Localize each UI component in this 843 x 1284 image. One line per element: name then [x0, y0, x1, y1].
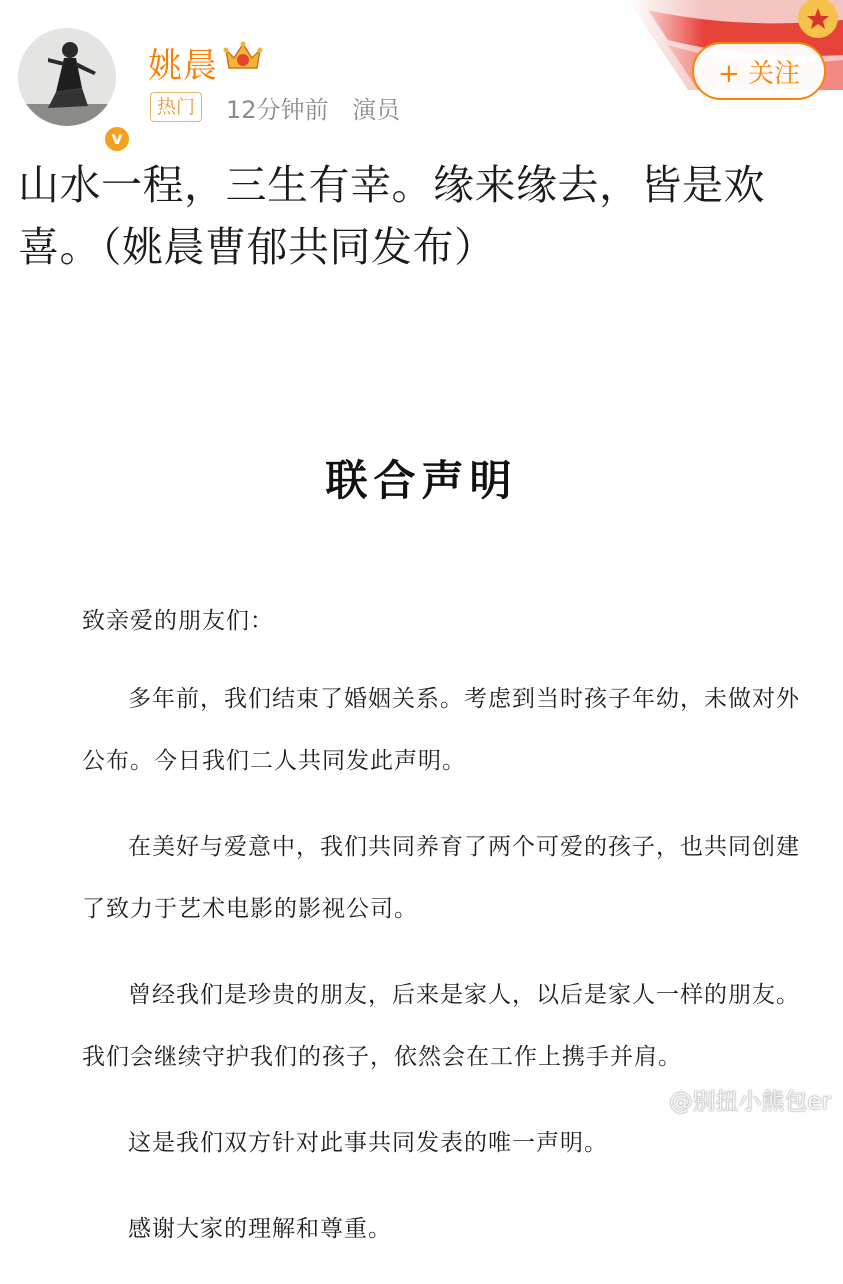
post-meta — [226, 90, 400, 125]
follow-button[interactable]: + 关注 — [692, 42, 826, 100]
statement-paragraph: 曾经我们是珍贵的朋友，后来是家人，以后是家人一样的朋友。我们会继续守护我们的孩子，依然会在工作上携手并肩。 — [82, 982, 800, 1070]
statement-paragraph: 多年前，我们结束了婚姻关系。考虑到当时孩子年幼，未做对外公布。今日我们二人共同发此声明。 — [82, 686, 800, 774]
watermark — [635, 1083, 831, 1116]
author-role: 演员 — [352, 96, 401, 124]
watermark-text: @别扭小熊包er — [669, 1089, 831, 1115]
statement-body — [82, 598, 812, 1284]
post-text: 山水一程，三生有幸。缘来缘去，皆是欢喜。（姚晨曹郁共同发布） — [18, 161, 765, 271]
hot-badge: 热门 — [150, 92, 202, 122]
post-time: 12分钟前 — [226, 96, 329, 124]
avatar-photo — [18, 28, 116, 126]
avatar[interactable] — [18, 28, 123, 149]
statement-title: 联合声明 — [325, 456, 518, 505]
verified-icon: v — [102, 124, 132, 154]
weibo-icon — [635, 1088, 665, 1112]
statement-paragraph: 感谢大家的理解和尊重。 — [128, 1216, 392, 1242]
author-name[interactable]: 姚晨 — [148, 46, 218, 86]
crown-icon — [222, 40, 264, 74]
statement-paragraph: 在美好与爱意中，我们共同养育了两个可爱的孩子，也共同创建了致力于艺术电影的影视公司。 — [82, 834, 800, 922]
statement-salutation: 致亲爱的朋友们： — [82, 608, 274, 634]
statement-paragraph: 这是我们双方针对此事共同发表的唯一声明。 — [128, 1130, 608, 1156]
